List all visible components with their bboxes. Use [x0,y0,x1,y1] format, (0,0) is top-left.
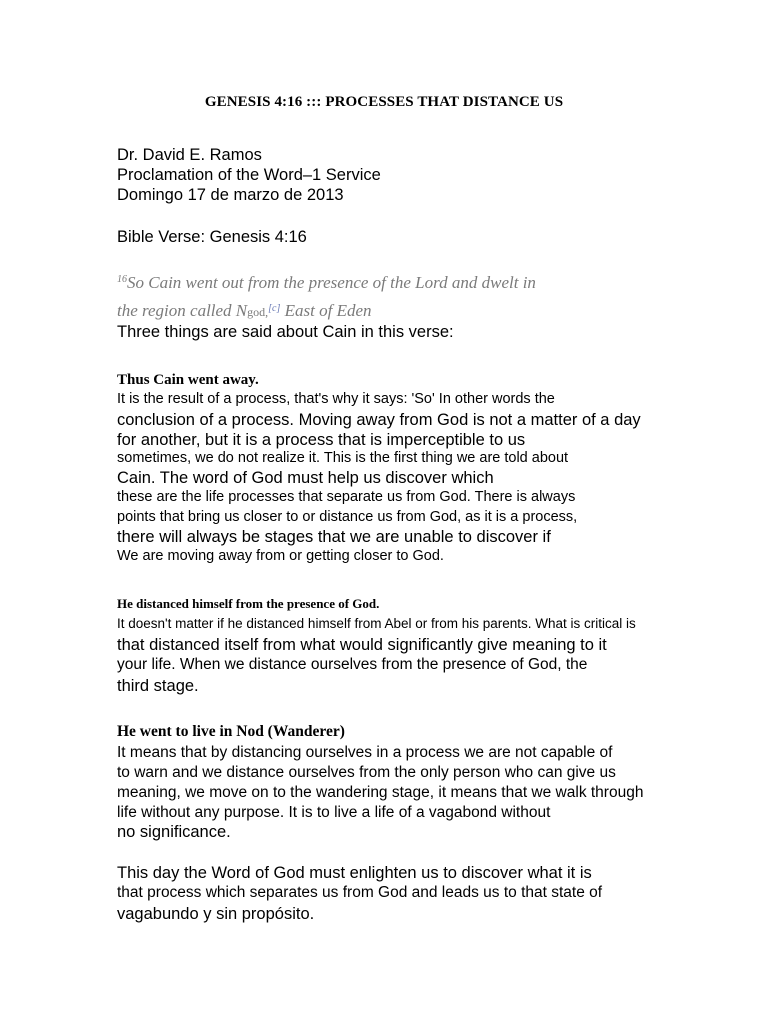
author-line: Dr. David E. Ramos [117,146,262,164]
verse-line-1 [117,273,536,293]
section-3-line: meaning, we move on to the wandering stage, it means that we walk through [117,784,644,801]
verse-number: 16 [117,274,127,285]
section-2-heading: He distanced himself from the presence of God. [117,596,380,611]
section-1-line: We are moving away from or getting closer to God. [117,548,444,564]
service-line: Proclamation of the Word–1 Service [117,166,381,184]
section-3-line: life without any purpose. It is to live a life of a vagabond without [117,804,551,821]
section-1-line: there will always be stages that we are unable to discover if [117,528,551,546]
section-3-line: It means that by distancing ourselves in a process we are not capable of [117,744,613,761]
bible-verse-label: Bible Verse: Genesis 4:16 [117,228,307,246]
section-2-line: third stage. [117,677,199,695]
section-1-line: for another, but it is a process that is imperceptible to us [117,431,526,449]
section-2-line: that distanced itself from what would significantly give meaning to it [117,636,607,654]
section-1-heading: Thus Cain went away. [117,372,259,388]
verse-text-2a: the region called N [117,301,248,320]
section-1-line: conclusion of a process. Moving away from God is not a matter of a day [117,411,641,429]
section-1-line: Cain. The word of God must help us discover which [117,469,494,487]
section-1-line: It is the result of a process, that's why it says: 'So' In other words the [117,391,555,407]
closing-line: This day the Word of God must enlighten us to discover what it is [117,864,592,882]
verse-footnote-link[interactable]: [c] [268,303,281,314]
closing-line: vagabundo y sin propósito. [117,905,315,923]
intro-line: Three things are said about Cain in this verse: [117,323,454,341]
section-3-line: no significance. [117,823,231,841]
verse-text-2b: East of Eden [280,301,372,320]
section-1-line: sometimes, we do not realize it. This is the first thing we are told about [117,450,569,466]
section-2-line: your life. When we distance ourselves from the presence of God, the [117,656,588,673]
document-title: GENESIS 4:16 ::: PROCESSES THAT DISTANCE US [204,94,564,110]
section-1-line: these are the life processes that separate us from God. There is always [117,489,576,505]
verse-line-2 [117,301,372,321]
section-3-heading: He went to live in Nod (Wanderer) [117,723,345,740]
date-line: Domingo 17 de marzo de 2013 [117,186,344,204]
section-3-line: to warn and we distance ourselves from the only person who can give us [117,764,616,781]
section-1-line: points that bring us closer to or distance us from God, as it is a process, [117,509,578,525]
closing-line: that process which separates us from God and leads us to that state of [117,884,603,901]
verse-text-1: So Cain went out from the presence of the Lord and dwelt in [127,273,536,292]
verse-sub-text: god, [247,305,269,319]
section-2-line: It doesn't matter if he distanced himself from Abel or from his parents. What is critical is [117,616,636,631]
